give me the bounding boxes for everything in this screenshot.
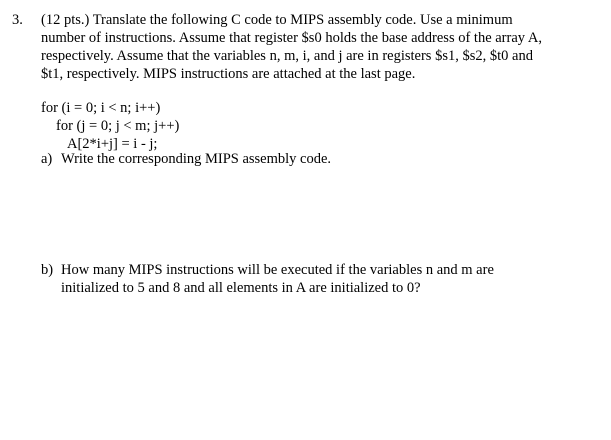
part-a-text: Write the corresponding MIPS assembly code.: [61, 151, 332, 167]
part-b-label: b): [41, 262, 54, 278]
question-text-line: respectively. Assume that the variables n, m, i, and j are in registers $s1, $s2, $t0 and: [41, 48, 533, 64]
code-line-inner-loop: for (j = 0; j < m; j++): [56, 118, 180, 134]
part-b-text-line1: How many MIPS instructions will be executed if the variables n and m are: [61, 262, 494, 278]
part-a: [41, 150, 331, 168]
question-text-line: (12 pts.) Translate the following C code to MIPS assembly code. Use a minimum: [41, 12, 513, 28]
question-number: 3.: [12, 12, 23, 28]
code-line-outer-loop: for (i = 0; i < n; i++): [41, 100, 161, 116]
part-a-label: a): [41, 151, 53, 167]
code-line-assignment: A[2*i+j] = i - j;: [67, 136, 158, 152]
part-b: [41, 261, 601, 297]
question-text-line: number of instructions. Assume that register $s0 holds the base address of the array A,: [41, 30, 542, 46]
question-text: [41, 11, 603, 83]
c-code-block: [41, 99, 179, 153]
question-text-line: $t1, respectively. MIPS instructions are attached at the last page.: [41, 66, 416, 82]
part-b-text-line2: initialized to 5 and 8 and all elements in A are initialized to 0?: [61, 280, 421, 296]
